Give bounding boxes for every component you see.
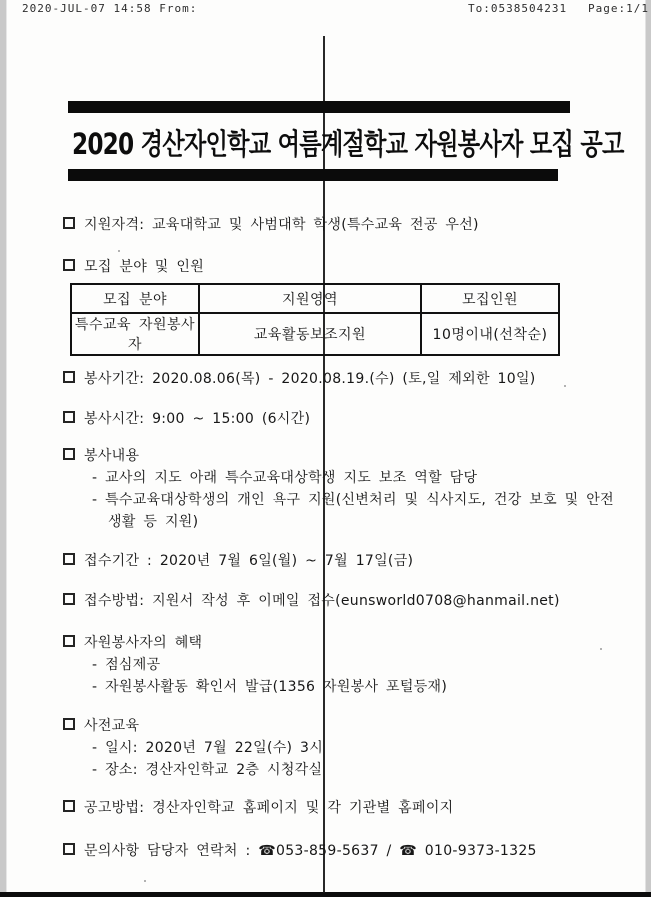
title-rule-bottom <box>68 169 558 181</box>
contact-text: 문의사항 담당자 연락처 : ☎053-859-5637 / ☎ 010-9373-1325 <box>84 843 537 859</box>
table-header-area: 지원영역 <box>199 284 421 313</box>
checkbox-icon <box>63 411 75 423</box>
scan-speck <box>600 648 602 650</box>
section-announce <box>63 797 453 817</box>
scan-edge-bottom <box>0 892 651 897</box>
fax-fold-line <box>323 36 325 893</box>
table-header-row <box>71 284 559 313</box>
announce-text: 공고방법: 경산자인학교 홈페이지 및 각 기관별 홈페이지 <box>84 800 454 816</box>
table-header-count: 모집인원 <box>421 284 559 313</box>
fax-datetime-from: 2020-JUL-07 14:58 From: <box>22 2 198 15</box>
title-rule-top <box>68 101 570 113</box>
section-benefits <box>63 632 202 652</box>
scan-edge-left <box>0 0 7 897</box>
section-training <box>63 715 139 735</box>
recruit-table <box>70 283 560 356</box>
qualification-text: 지원자격: 교육대학교 및 사범대학 학생(특수교육 전공 우선) <box>84 217 479 233</box>
scan-speck <box>564 385 566 387</box>
table-header-field: 모집 분야 <box>71 284 199 313</box>
checkbox-icon <box>63 371 75 383</box>
section-contact <box>63 840 537 860</box>
section-hours <box>63 408 310 428</box>
table-row <box>71 313 559 355</box>
checkbox-icon <box>63 553 75 565</box>
section-qualification <box>63 214 479 234</box>
period-text: 봉사기간: 2020.08.06(목) - 2020.08.19.(수) (토,일 제외한 10일) <box>84 371 536 387</box>
benefits-sub1: - 점심제공 <box>92 657 161 673</box>
benefits-sub2: - 자원봉사활동 확인서 발급(1356 자원봉사 포털등재) <box>92 679 448 695</box>
checkbox-icon <box>63 843 75 855</box>
training-sub2: - 장소: 경산자인학교 2층 시청각실 <box>92 762 323 778</box>
section-apply-period <box>63 550 413 570</box>
checkbox-icon <box>63 635 75 647</box>
checkbox-icon <box>63 800 75 812</box>
table-cell-count: 10명이내(선착순) <box>421 313 559 355</box>
fax-page-count: Page:1/1 <box>588 2 649 15</box>
checkbox-icon <box>63 259 75 271</box>
section-duties <box>63 445 139 465</box>
table-cell-field: 특수교육 자원봉사자 <box>71 313 199 355</box>
duties-title: 봉사내용 <box>84 448 140 464</box>
duties-sub1: - 교사의 지도 아래 특수교육대상학생 지도 보조 역할 담당 <box>92 470 478 486</box>
section-period <box>63 368 536 388</box>
duties-sub2: - 특수교육대상학생의 개인 욕구 지원(신변처리 및 식사지도, 건강 보호 및 안전 <box>92 492 614 508</box>
apply-method-text: 접수방법: 지원서 작성 후 이메일 접수(eunsworld0708@hanmail.net) <box>84 593 560 609</box>
scan-speck <box>144 880 146 882</box>
training-sub1: - 일시: 2020년 7월 22일(수) 3시 <box>92 740 324 756</box>
page-title: 2020 경산자인학교 여름계절학교 자원봉사자 모집 공고 <box>72 127 624 161</box>
duties-sub2-cont: 생활 등 지원) <box>108 514 199 530</box>
benefits-title: 자원봉사자의 혜택 <box>84 635 203 651</box>
checkbox-icon <box>63 718 75 730</box>
scan-edge-right <box>645 0 651 897</box>
fax-header <box>0 2 651 16</box>
checkbox-icon <box>63 217 75 229</box>
section-apply-method <box>63 590 560 610</box>
section-recruit-heading <box>63 256 204 276</box>
training-title: 사전교육 <box>84 718 140 734</box>
apply-period-text: 접수기간 : 2020년 7월 6일(월) ~ 7월 17일(금) <box>84 553 414 569</box>
checkbox-icon <box>63 593 75 605</box>
table-cell-area: 교육활동보조지원 <box>199 313 421 355</box>
scan-speck <box>118 250 120 252</box>
checkbox-icon <box>63 448 75 460</box>
hours-text: 봉사시간: 9:00 ~ 15:00 (6시간) <box>84 411 311 427</box>
fax-to-number: To:0538504231 <box>468 2 568 15</box>
recruit-heading-text: 모집 분야 및 인원 <box>84 259 205 275</box>
